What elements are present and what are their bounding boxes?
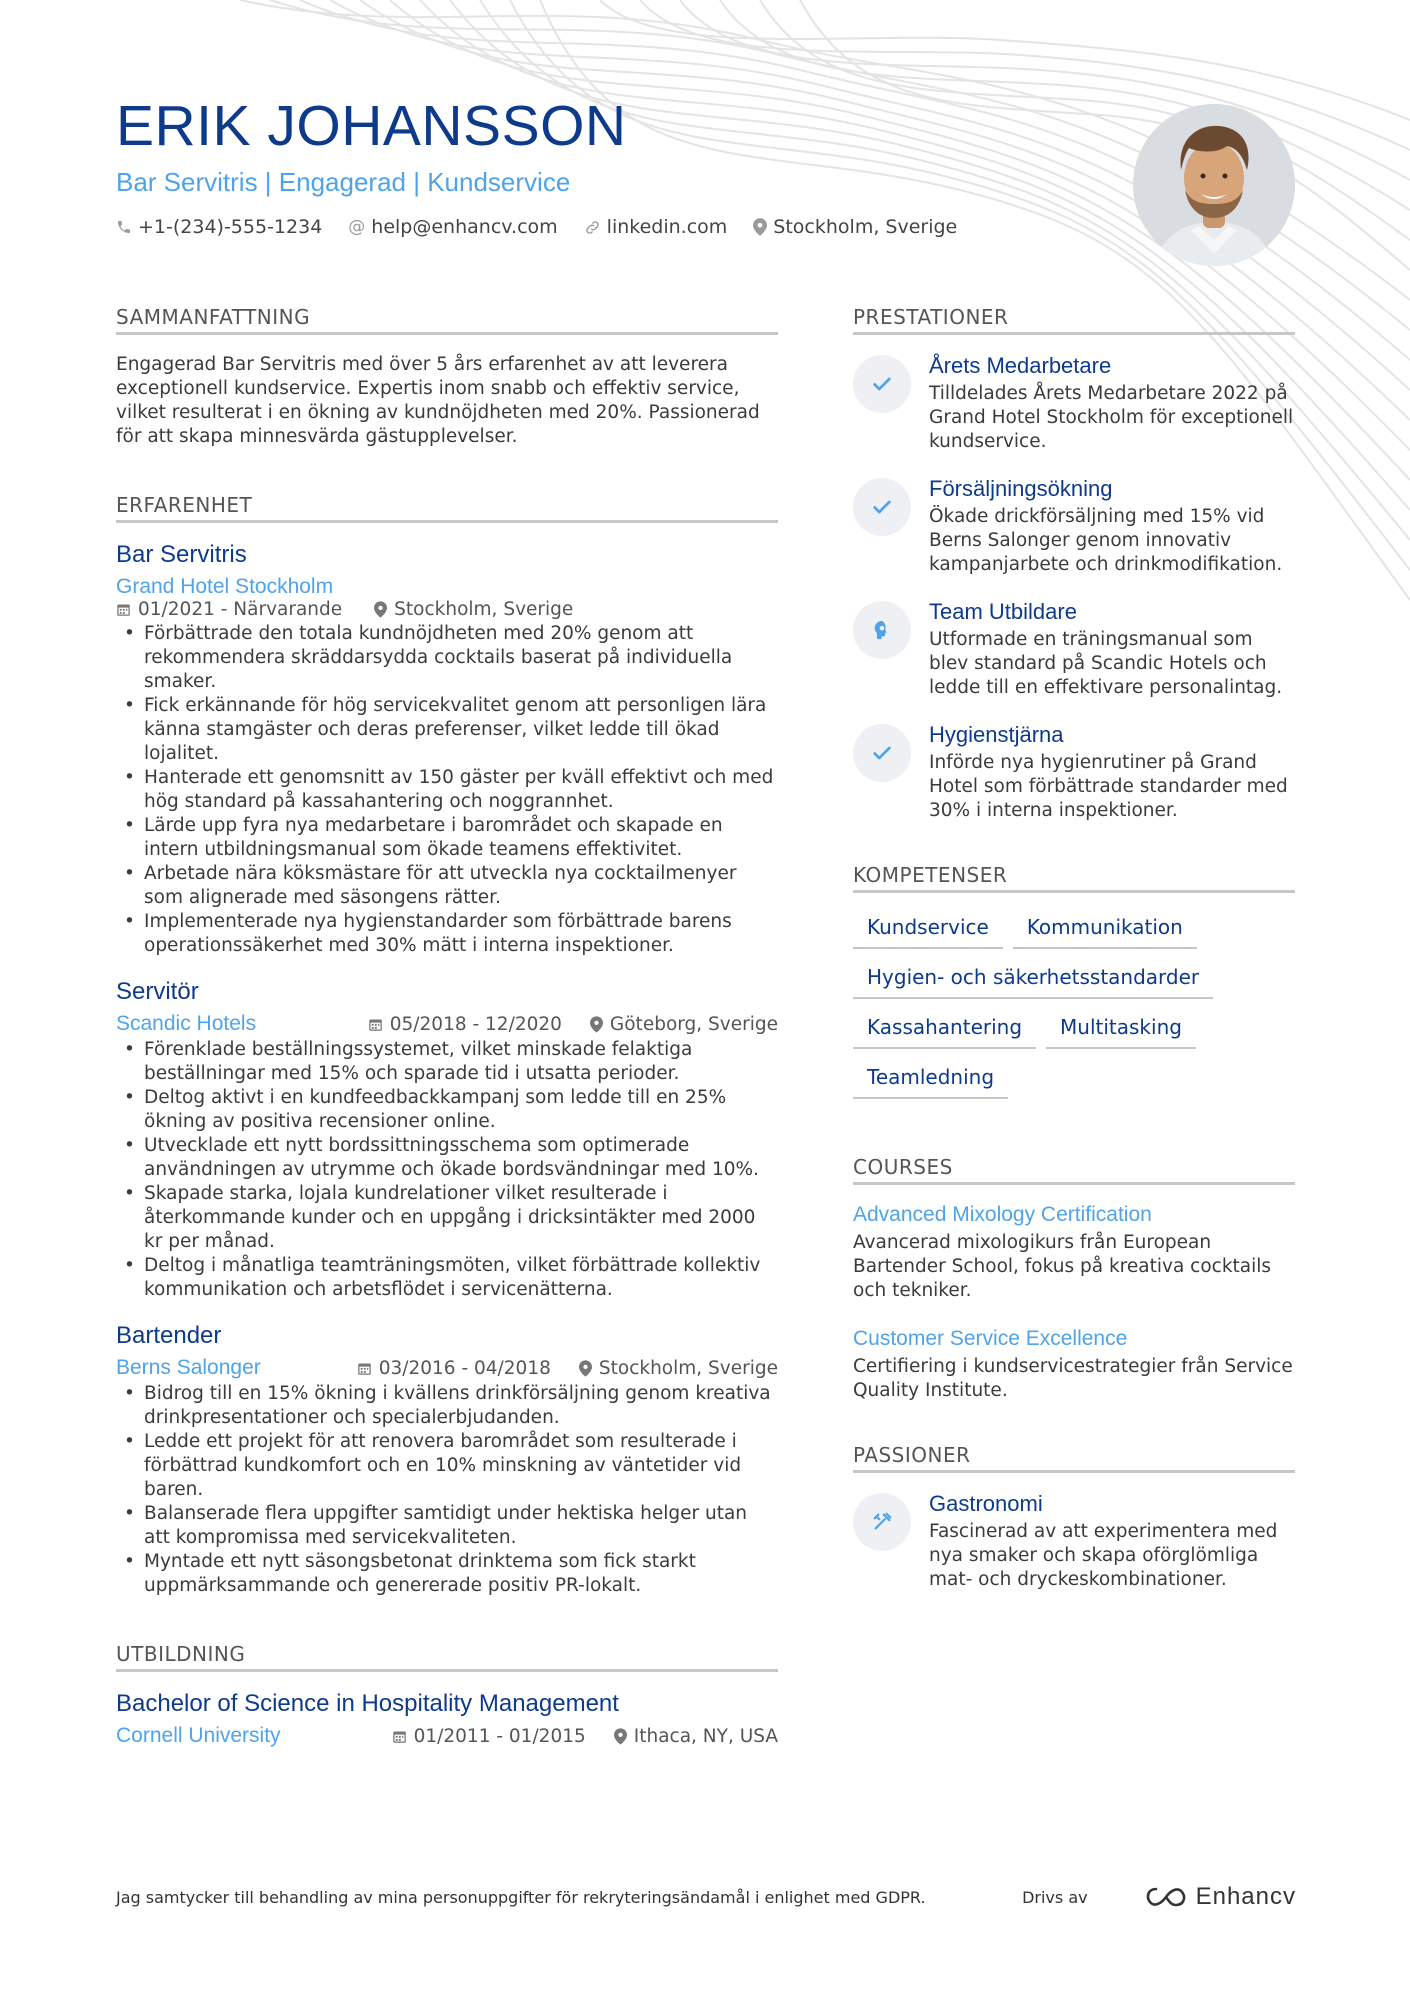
contact-location	[753, 216, 957, 238]
school-name: Cornell University	[116, 1724, 281, 1747]
bullet-item: • Bidrog till en 15% ökning i kvällens drinkförsäljning genom kreativa drinkpresentationer och specialerbjudanden.	[116, 1382, 778, 1430]
education-meta	[116, 1724, 778, 1748]
passions-section	[853, 1443, 1295, 1592]
powered-by	[1022, 1883, 1296, 1911]
brain-icon	[853, 601, 911, 659]
achievements-heading: PRESTATIONER	[853, 305, 1295, 335]
job-title: Servitör	[116, 978, 199, 1005]
check-icon	[853, 355, 911, 413]
course-title: Customer Service Excellence	[853, 1327, 1128, 1350]
passion-title: Gastronomi	[929, 1491, 1043, 1516]
summary-section	[116, 305, 778, 449]
job-company: Scandic Hotels	[116, 1012, 257, 1035]
phone-text: +1-(234)-555-1234	[138, 216, 323, 238]
job-meta	[116, 1012, 778, 1036]
bullet-item: • Deltog aktivt i en kundfeedbackkampanj som ledde till en 25% ökning av positiva recensioner online.	[116, 1086, 778, 1134]
education-heading: UTBILDNING	[116, 1642, 778, 1672]
location-pin-icon	[614, 1728, 627, 1745]
job-location-text: Stockholm, Sverige	[598, 1357, 778, 1379]
achievement-title: Team Utbildare	[929, 599, 1077, 624]
summary-heading: SAMMANFATTNING	[116, 305, 778, 335]
achievement-desc: Utformade en träningsmanual som blev standard på Scandic Hotels och ledde till en effektivare personalintag.	[929, 629, 1283, 698]
bullet-item: • Fick erkännande för hög servicekvalitet genom att personligen lära känna stamgäster och deras preferenser, vilket ledde till ökad lojalitet.	[116, 694, 778, 766]
enhancv-logo[interactable]	[1144, 1883, 1296, 1911]
achievement-desc: Införde nya hygienrutiner på Grand Hotel som förbättrade standarder med 30% i interna inspektioner.	[929, 752, 1288, 821]
phone-icon	[116, 219, 132, 235]
job-title: Bartender	[116, 1322, 222, 1349]
courses-section	[853, 1155, 1295, 1403]
summary-text: Engagerad Bar Servitris med över 5 års erfarenhet av att leverera exceptionell kundservice. Expertis inom snabb och effektiv service, vilket resulterat i en ökning av kundnöjdheten med 20%. Passionerad för att skapa minnesvärda gästupplevelser.	[116, 354, 760, 447]
brand-name: Enhancv	[1195, 1883, 1296, 1910]
calendar-icon	[357, 1361, 372, 1376]
education-location	[614, 1726, 778, 1747]
location-pin-icon	[374, 601, 387, 618]
job-meta	[116, 1356, 778, 1380]
job-company: Grand Hotel Stockholm	[116, 575, 334, 598]
achievement-desc: Ökade drickförsäljning med 15% vid Berns Salonger genom innovativ kampanjarbete och drinkmodifikation.	[929, 506, 1283, 575]
job-bullets	[116, 622, 778, 958]
bullet-item: • Förbättrade den totala kundnöjdheten med 20% genom att rekommendera skräddarsydda cocktails baserat på individuella smaker.	[116, 622, 778, 694]
check-icon	[853, 724, 911, 782]
achievement-item	[853, 353, 1295, 454]
achievement-title: Hygienstjärna	[929, 722, 1064, 747]
degree-title: Bachelor of Science in Hospitality Management	[116, 1690, 619, 1717]
passion-desc: Fascinerad av att experimentera med nya smaker och skapa oförglömliga mat- och dryckeskombinationer.	[929, 1521, 1278, 1590]
job-bullets	[116, 1038, 778, 1302]
job-company: Berns Salonger	[116, 1356, 261, 1379]
powered-by-label: Drivs av	[1022, 1887, 1088, 1907]
linkedin-text: linkedin.com	[606, 216, 728, 238]
passion-item	[853, 1491, 1295, 1592]
job-location	[590, 1014, 778, 1035]
achievements-section	[853, 305, 1295, 823]
bullet-item: • Hanterade ett genomsnitt av 150 gäster per kväll effektivt och med hög standard på kassahantering och noggrannhet.	[116, 766, 778, 814]
achievement-item	[853, 722, 1295, 823]
skill-tag: Teamledning	[853, 1061, 1008, 1099]
bullet-item: • Ledde ett projekt för att renovera barområdet som resulterade i förbättrad kundkomfort och en 10% minskning av väntetider vid baren.	[116, 1430, 778, 1502]
job-dates-text: 05/2018 - 12/2020	[389, 1013, 562, 1035]
education-dates	[392, 1726, 586, 1747]
bullet-item: • Balanserade flera uppgifter samtidigt under hektiska helger utan att kompromissa med servicekvaliteten.	[116, 1502, 778, 1550]
job-entry	[116, 541, 778, 958]
job-meta	[116, 599, 778, 620]
education-location-text: Ithaca, NY, USA	[633, 1725, 778, 1747]
bullet-item: • Implementerade nya hygienstandarder som förbättrade barens operationssäkerhet med 30% mätt i interna inspektioner.	[116, 910, 778, 958]
bullet-item: • Utvecklade ett nytt bordssittningsschema som optimerade användningen av utrymme och ökade bordsvändningar med 10%.	[116, 1134, 778, 1182]
candidate-title: Bar Servitris | Engagerad | Kundservice	[116, 167, 571, 197]
experience-heading: ERFARENHET	[116, 493, 778, 523]
profile-photo	[1133, 104, 1295, 266]
contact-row	[116, 216, 1096, 238]
job-location-text: Stockholm, Sverige	[394, 599, 574, 620]
course-desc: Avancerad mixologikurs från European Bartender School, fokus på kreativa cocktails och tekniker.	[853, 1232, 1272, 1301]
job-dates	[368, 1014, 562, 1035]
calendar-icon	[392, 1729, 407, 1744]
location-pin-icon	[753, 218, 767, 236]
gdpr-consent: Jag samtycker till behandling av mina personuppgifter för rekryteringsändamål i enlighet med GDPR.	[116, 1887, 926, 1907]
job-dates	[357, 1358, 551, 1379]
email-text: help@enhancv.com	[371, 216, 558, 238]
skills-section	[853, 863, 1295, 1099]
candidate-name: ERIK JOHANSSON	[116, 94, 627, 158]
course-item	[853, 1203, 1295, 1303]
contact-email[interactable]	[348, 216, 557, 238]
contact-linkedin[interactable]	[584, 216, 728, 238]
passions-heading: PASSIONER	[853, 1443, 1295, 1473]
skill-tag: Hygien- och säkerhetsstandarder	[853, 961, 1213, 999]
location-pin-icon	[579, 1360, 592, 1377]
skill-tag: Kassahantering	[853, 1011, 1036, 1049]
achievement-item	[853, 599, 1295, 700]
achievement-title: Årets Medarbetare	[929, 353, 1112, 378]
calendar-icon	[368, 1017, 383, 1032]
job-title: Bar Servitris	[116, 541, 247, 568]
at-icon: @	[348, 217, 366, 237]
job-location	[579, 1358, 778, 1379]
course-title: Advanced Mixology Certification	[853, 1203, 1152, 1226]
education-dates-text: 01/2011 - 01/2015	[413, 1725, 586, 1747]
achievement-desc: Tilldelades Årets Medarbetare 2022 på Grand Hotel Stockholm för exceptionell kundservice.	[929, 383, 1294, 452]
link-icon	[584, 219, 601, 236]
left-column	[116, 305, 778, 1750]
achievement-title: Försäljningsökning	[929, 476, 1113, 501]
tools-icon	[853, 1493, 911, 1551]
location-text: Stockholm, Sverige	[773, 216, 958, 238]
footer	[116, 1883, 1296, 1911]
job-location-text: Göteborg, Sverige	[609, 1013, 778, 1035]
bullet-item: • Förenklade beställningssystemet, vilket minskade felaktiga beställningar med 15% och sparade tid i utsatta perioder.	[116, 1038, 778, 1086]
job-entry	[116, 1322, 778, 1598]
job-entry	[116, 978, 778, 1302]
location-pin-icon	[590, 1016, 603, 1033]
job-dates-text: 03/2016 - 04/2018	[378, 1357, 551, 1379]
bullet-item: • Deltog i månatliga teamträningsmöten, vilket förbättrade kollektiv kommunikation och arbetsflödet i servicenätterna.	[116, 1254, 778, 1302]
skills-list	[853, 911, 1295, 1099]
bullet-item: • Skapade starka, lojala kundrelationer vilket resulterade i återkommande kunder och en uppgång i dricksintäkter med 2000 kr per månad.	[116, 1182, 778, 1254]
skill-tag: Kundservice	[853, 911, 1003, 949]
bullet-item: • Myntade ett nytt säsongsbetonat drinktema som fick starkt uppmärksammande och genererade positiv PR-lokalt.	[116, 1550, 778, 1598]
courses-heading: COURSES	[853, 1155, 1295, 1185]
bullet-item: • Arbetade nära köksmästare för att utveckla nya cocktailmenyer som alignerade med säsongens rätter.	[116, 862, 778, 910]
achievement-item	[853, 476, 1295, 577]
check-icon	[853, 478, 911, 536]
contact-phone[interactable]	[116, 216, 322, 238]
calendar-icon	[116, 602, 131, 617]
experience-section	[116, 493, 778, 1598]
job-dates	[116, 599, 342, 620]
course-item	[853, 1327, 1295, 1403]
job-dates-text: 01/2021 - Närvarande	[138, 599, 343, 620]
skill-tag: Kommunikation	[1013, 911, 1197, 949]
education-section	[116, 1642, 778, 1748]
job-bullets	[116, 1382, 778, 1598]
skill-tag: Multitasking	[1046, 1011, 1196, 1049]
job-location	[374, 599, 573, 620]
course-desc: Certifiering i kundservicestrategier från Service Quality Institute.	[853, 1356, 1293, 1401]
bullet-item: • Lärde upp fyra nya medarbetare i barområdet och skapade en intern utbildningsmanual som ökade teamens effektivitet.	[116, 814, 778, 862]
right-column	[853, 305, 1295, 1614]
infinity-logo-icon	[1144, 1885, 1188, 1909]
resume-header	[116, 94, 1096, 238]
skills-heading: KOMPETENSER	[853, 863, 1295, 893]
